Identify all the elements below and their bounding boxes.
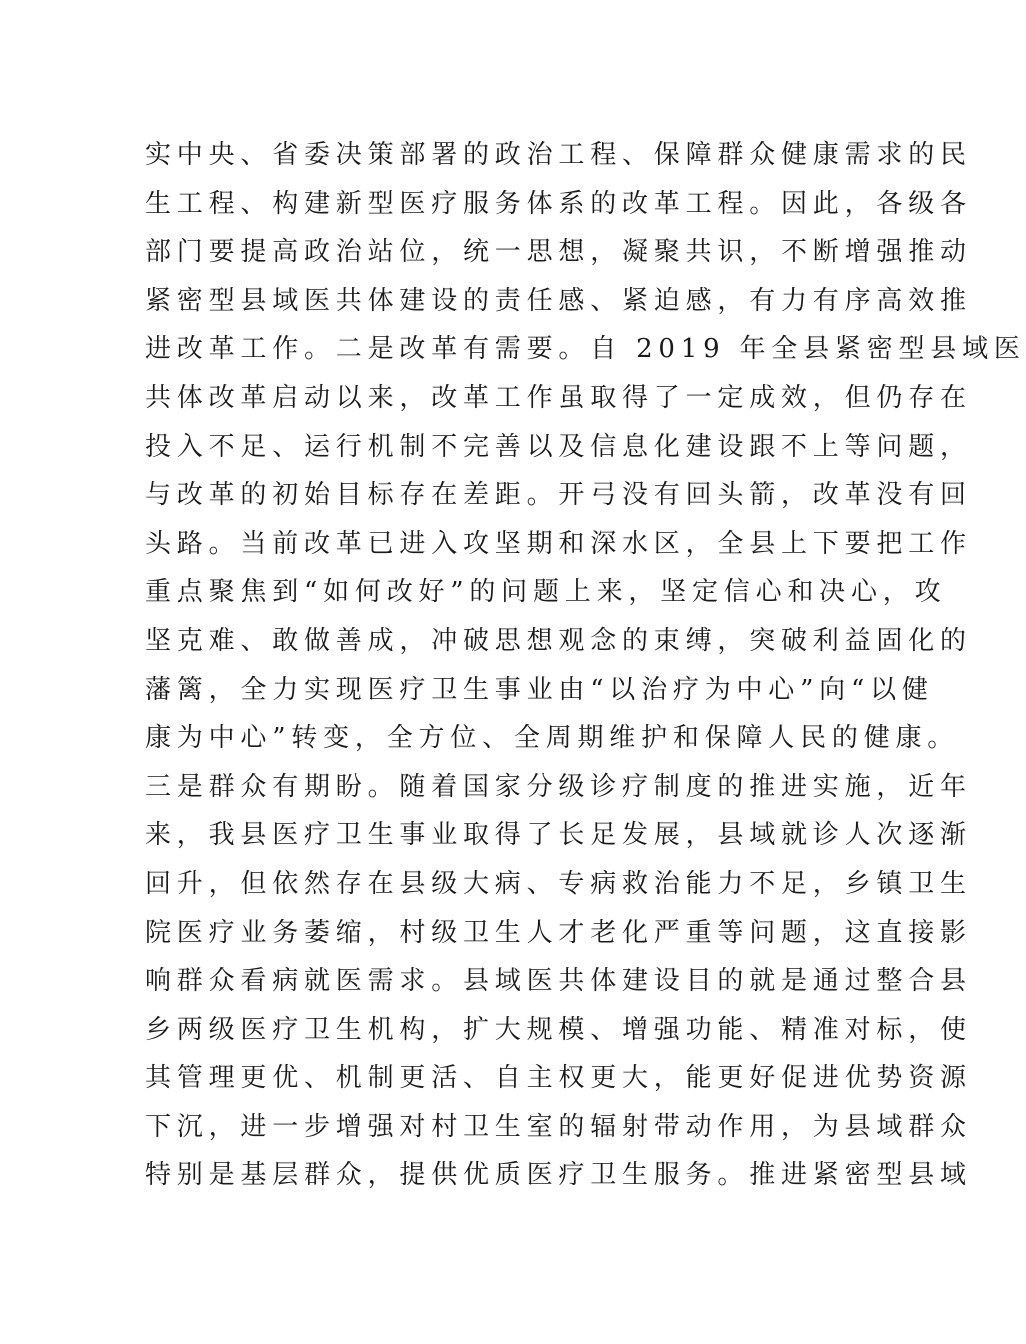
text-line: 重点聚焦到“如何改好”的问题上来，坚定信心和决心，攻: [145, 577, 947, 608]
text-line: 乡两级医疗卫生机构，扩大规模、增强功能、精准对标，使: [145, 1014, 972, 1045]
text-line: 其管理更优、机制更活、自主权更大，能更好促进优势资源: [145, 1063, 972, 1094]
text-line: 部门要提高政治站位，统一思想，凝聚共识，不断增强推动: [145, 237, 972, 268]
text-line: 下沉，进一步增强对村卫生室的辐射带动作用，为县域群众: [145, 1111, 972, 1142]
text-line: 康为中心”转变，全方位、全周期维护和保障人民的健康。: [145, 723, 960, 754]
text-line: 进改革工作。二是改革有需要。自 2019 年全县紧密型县域医: [145, 334, 1026, 365]
text-line: 坚克难、敢做善成，冲破思想观念的束缚，突破利益固化的: [145, 625, 972, 656]
text-line: 实中央、省委决策部署的政治工程、保障群众健康需求的民: [145, 140, 972, 170]
text-line: 藩篱，全力实现医疗卫生事业由“以治疗为中心”向“以健: [145, 674, 934, 705]
text-line: 特别是基层群众，提供优质医疗卫生服务。推进紧密型县域: [145, 1160, 972, 1191]
text-line: 与改革的初始目标存在差距。开弓没有回头箭，改革没有回: [145, 480, 972, 511]
text-line: 头路。当前改革已进入攻坚期和深水区，全县上下要把工作: [145, 528, 972, 559]
text-line: 三是群众有期盼。随着国家分级诊疗制度的推进实施，近年: [145, 771, 972, 802]
text-line: 响群众看病就医需求。县域医共体建设目的就是通过整合县: [145, 966, 972, 997]
text-line: 来，我县医疗卫生事业取得了长足发展，县域就诊人次逐渐: [145, 820, 972, 851]
text-line: 回升，但依然存在县级大病、专病救治能力不足，乡镇卫生: [145, 868, 972, 899]
text-line: 共体改革启动以来，改革工作虽取得了一定成效，但仍存在: [145, 382, 972, 413]
text-line: 院医疗业务萎缩，村级卫生人才老化严重等问题，这直接影: [145, 917, 972, 948]
text-line: 生工程、构建新型医疗服务体系的改革工程。因此，各级各: [145, 188, 972, 219]
text-line: 投入不足、运行机制不完善以及信息化建设跟不上等问题，: [145, 431, 972, 462]
body-text: [145, 131, 1026, 1200]
text-line: 紧密型县域医共体建设的责任感、紧迫感，有力有序高效推: [145, 285, 972, 316]
